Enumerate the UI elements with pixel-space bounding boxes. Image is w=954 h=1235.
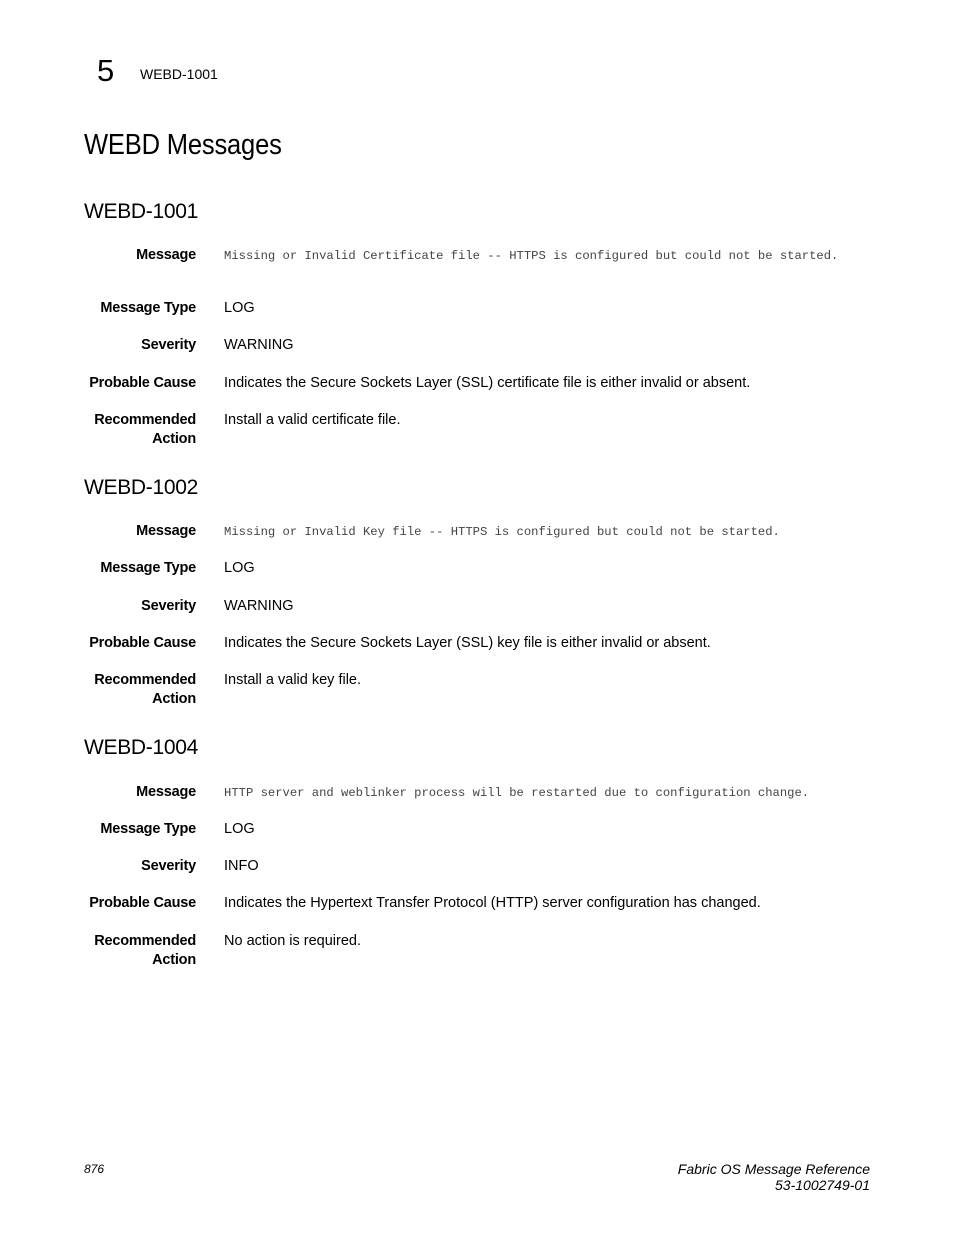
recommended-action-label: Recommended Action [94,412,196,447]
message-text: Missing or Invalid Certificate file -- HTTPS is configured but could not be started. [224,249,839,263]
message-label: Message [136,784,196,800]
book-title: Fabric OS Message Reference [677,1161,870,1177]
message-type-label: Message Type [100,300,196,316]
severity-value: WARNING [224,337,294,353]
doc-number: 53-1002749-01 [775,1177,870,1193]
message-label: Message [136,523,196,539]
page-title: WEBD Messages [84,129,282,161]
section-heading: WEBD-1001 [84,200,199,223]
severity-value: WARNING [224,598,294,614]
message-text: Missing or Invalid Key file -- HTTPS is configured but could not be started. [224,525,780,539]
probable-cause-value: Indicates the Secure Sockets Layer (SSL) certificate file is either invalid or absent. [224,375,751,391]
chapter-number: 5 [97,53,115,88]
severity-value: INFO [224,858,259,874]
message-type-value: LOG [224,821,255,837]
message-section [84,735,874,975]
footer-reference [678,1161,870,1193]
message-section [84,199,874,459]
recommended-action-label: Recommended Action [94,933,196,968]
recommended-action-value: No action is required. [224,933,362,949]
running-head: WEBD-1001 [140,66,218,82]
probable-cause-value: Indicates the Secure Sockets Layer (SSL) key file is either invalid or absent. [224,635,711,651]
recommended-action-value: Install a valid certificate file. [224,412,401,428]
message-type-label: Message Type [100,821,196,837]
message-label: Message [136,247,196,263]
message-type-label: Message Type [100,560,196,576]
probable-cause-value: Indicates the Hypertext Transfer Protocol (HTTP) server configuration has changed. [224,895,761,911]
severity-label: Severity [141,337,196,353]
probable-cause-label: Probable Cause [89,635,196,651]
recommended-action-value: Install a valid key file. [224,672,362,688]
message-text: HTTP server and weblinker process will be restarted due to configuration change. [224,786,810,800]
probable-cause-label: Probable Cause [89,375,196,391]
message-type-value: LOG [224,560,255,576]
severity-label: Severity [141,598,196,614]
message-section [84,475,874,715]
section-heading: WEBD-1004 [84,736,199,759]
message-type-value: LOG [224,300,255,316]
section-heading: WEBD-1002 [84,476,199,499]
severity-label: Severity [141,858,196,874]
recommended-action-label: Recommended Action [94,672,196,707]
probable-cause-label: Probable Cause [89,895,196,911]
page-number: 876 [84,1162,105,1176]
